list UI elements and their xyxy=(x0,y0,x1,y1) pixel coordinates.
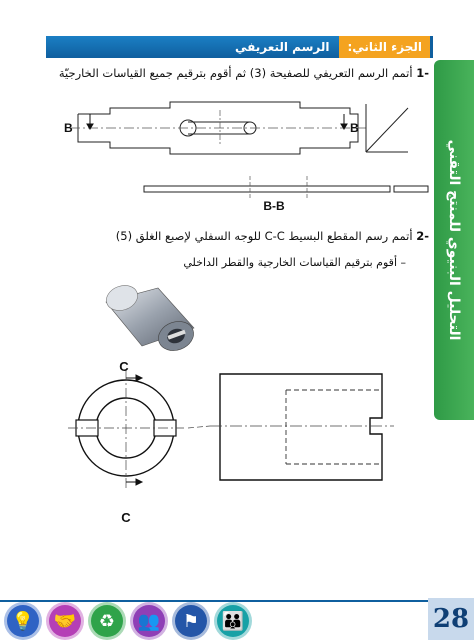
question-2-subitem: – أقوم بترقيم القياسات الخارجية والقطر الداخلي xyxy=(183,256,406,269)
chapter-side-tab xyxy=(434,60,474,420)
mitre-line-box xyxy=(366,104,408,152)
lightbulb-icon: 💡 xyxy=(4,602,42,640)
plate-drawing xyxy=(60,100,430,220)
part-label: الجزء الثاني: xyxy=(339,36,430,58)
section-bb-strip xyxy=(144,186,390,192)
cut-label-bottom: C xyxy=(121,510,131,525)
section-view-label: B-B xyxy=(263,199,285,213)
question-2-text: أتمم رسم المقطع البسيط C-C للوجه السفلي لإصبع الغلق (5) xyxy=(115,229,413,243)
section-title: الرسم التعريفي xyxy=(234,40,330,54)
page-number: 28 xyxy=(428,598,474,640)
question-2 xyxy=(39,229,429,243)
section-label-left: B xyxy=(64,121,73,135)
header-accent xyxy=(430,36,433,58)
section-header xyxy=(46,36,430,58)
locking-finger-3d-illustration xyxy=(96,280,206,360)
question-1-text: أتمم الرسم التعريفي للصفيحة (3) ثم أقوم بترقيم جميع القياسات الخارجيّة xyxy=(58,66,413,80)
handshake-icon: 🤝 xyxy=(46,602,84,640)
chapter-title: التحليل البنيوي للمنتج التقني xyxy=(446,139,462,341)
question-1 xyxy=(39,66,429,80)
locking-finger-drawing xyxy=(60,360,420,530)
question-2-number: -2 xyxy=(416,229,429,243)
side-view-outline xyxy=(220,374,382,480)
section-bb-side xyxy=(394,186,428,192)
group-icon: 👥 xyxy=(130,602,168,640)
footer-icon-row xyxy=(4,602,252,640)
question-1-number: -1 xyxy=(416,66,429,80)
flag-icon: ⚑ xyxy=(172,602,210,640)
people-icon: 👪 xyxy=(214,602,252,640)
cut-label-top: C xyxy=(119,359,129,374)
recycle-icon: ♻ xyxy=(88,602,126,640)
section-label-right: B xyxy=(350,121,359,135)
